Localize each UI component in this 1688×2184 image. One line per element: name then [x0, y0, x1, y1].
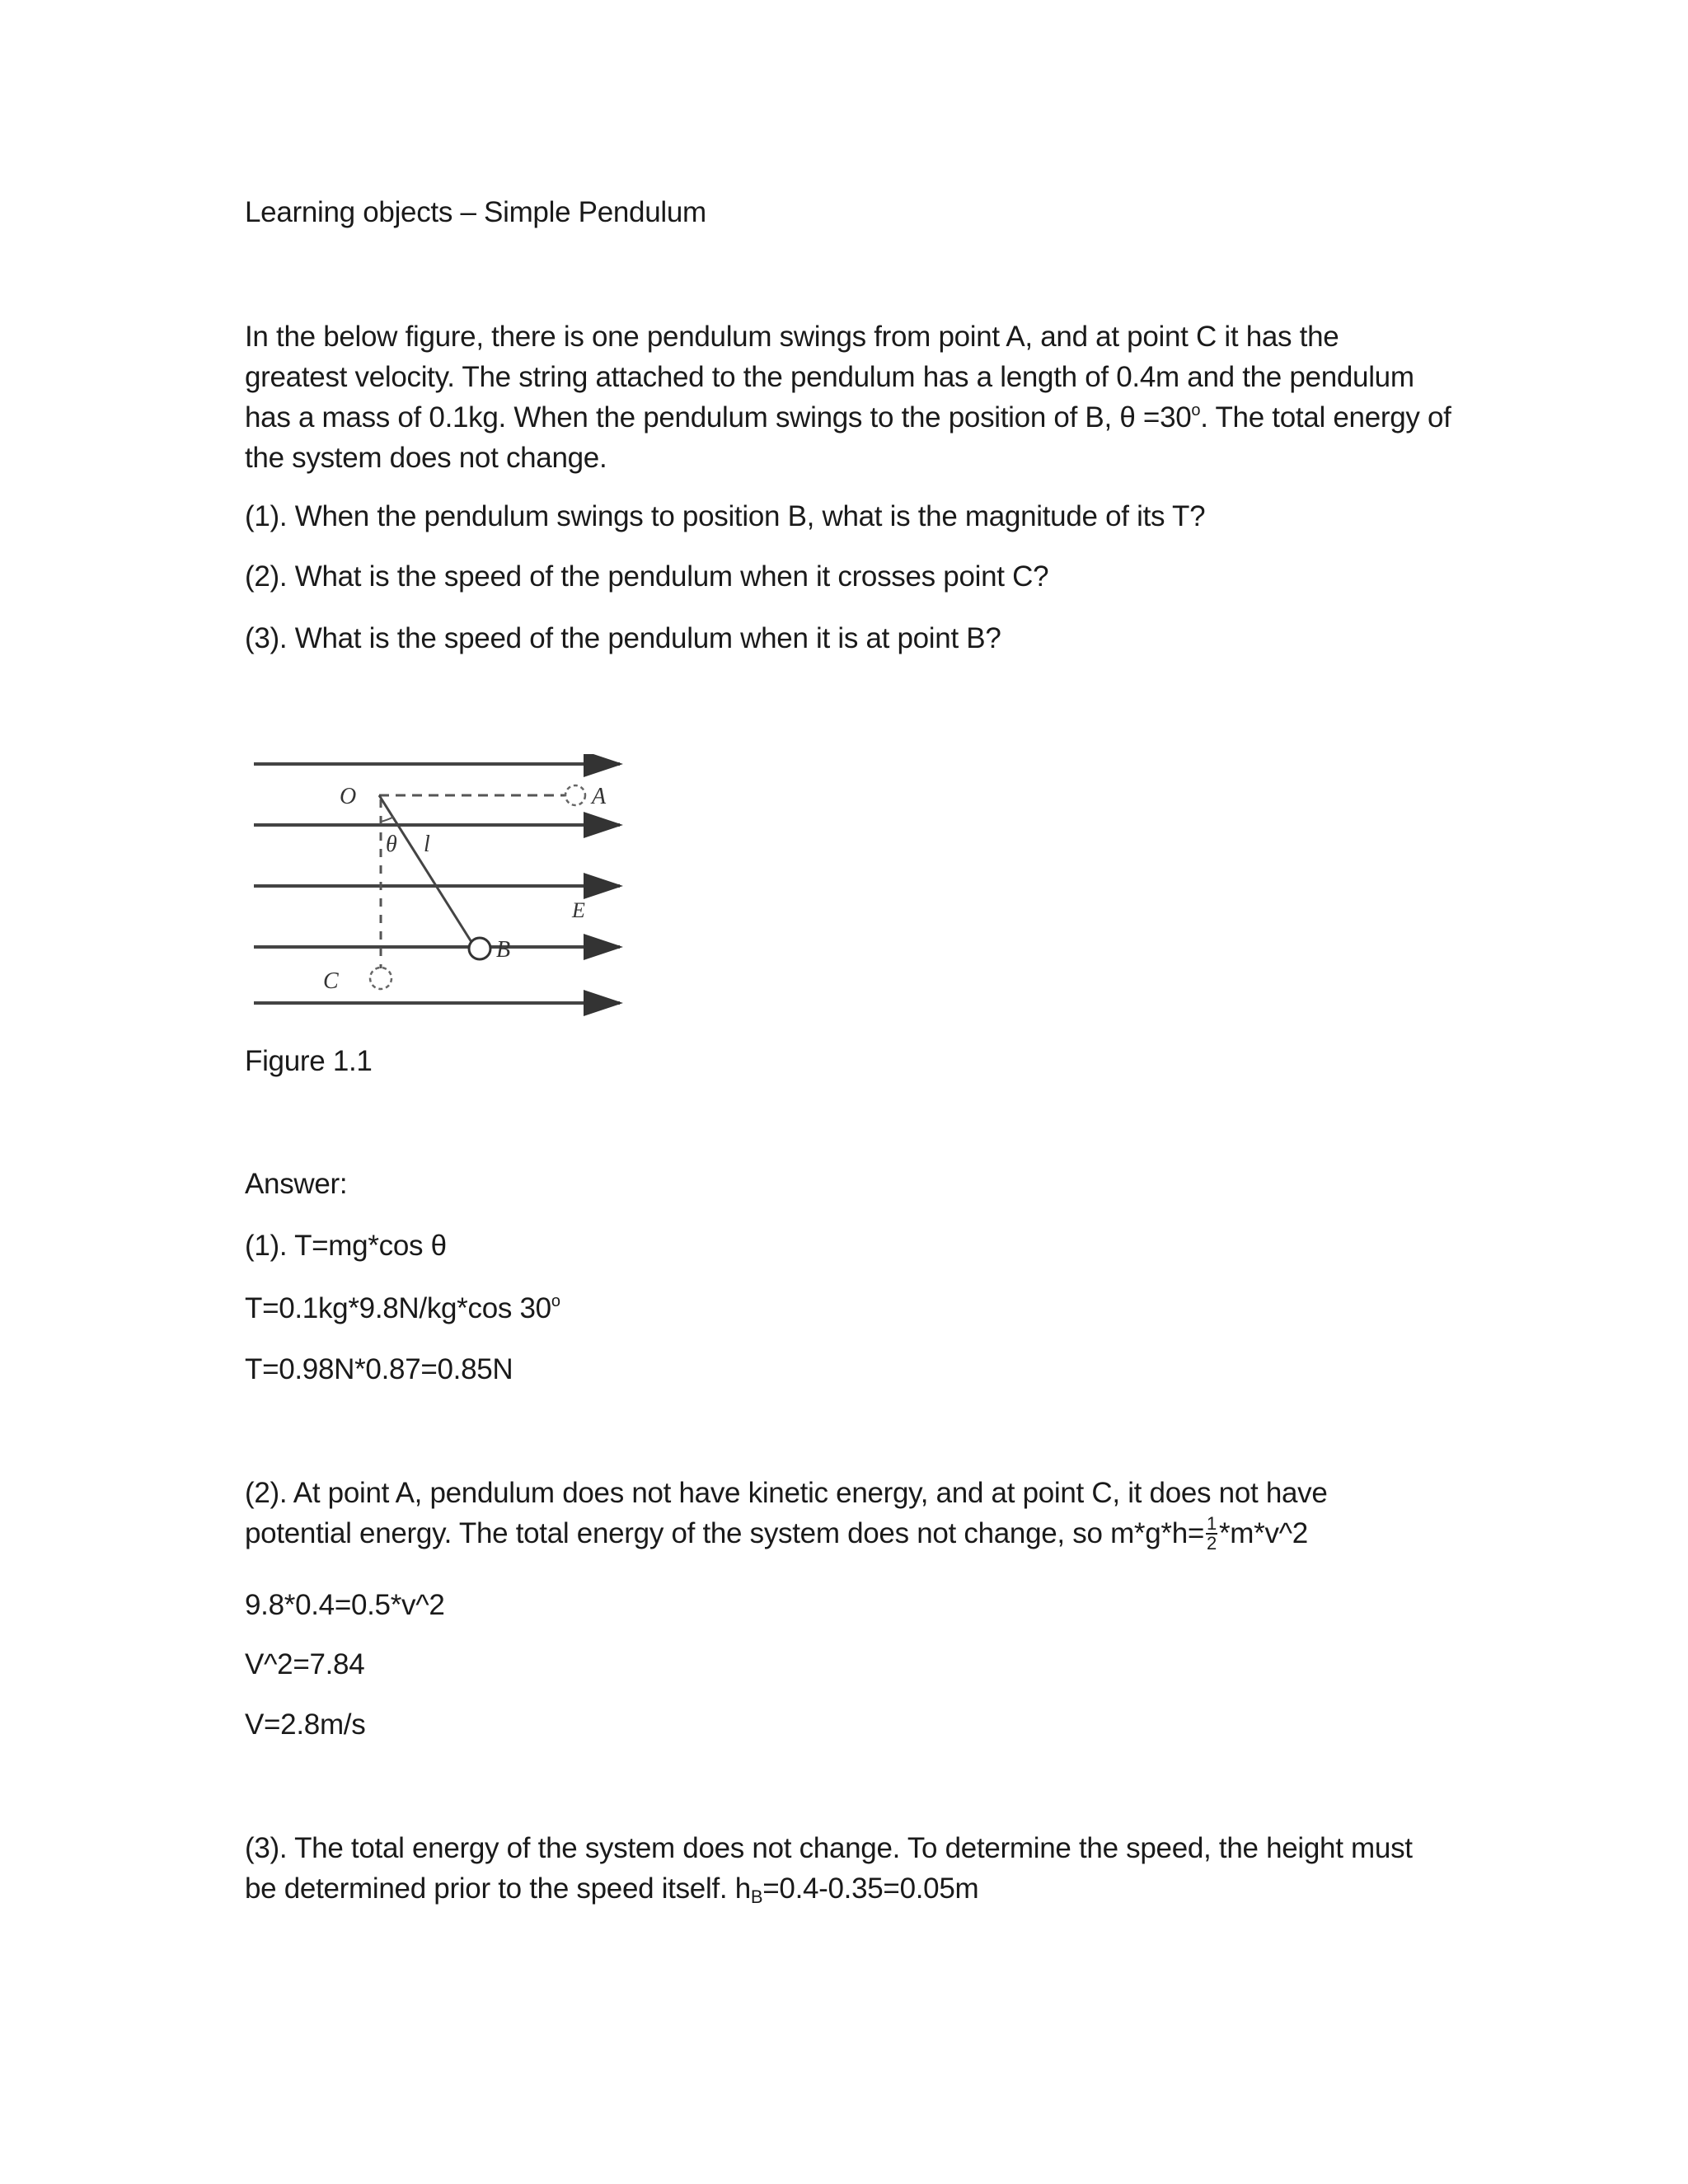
- label-o: O: [340, 784, 357, 809]
- theta-symbol: θ: [1119, 401, 1136, 434]
- answer-2-line-2: potential energy. The total energy of the system does not change, so m*g*h= $\frac{1}{2}$ *m*v^2: [245, 1512, 1308, 1554]
- label-a: A: [592, 784, 607, 809]
- answer-3-paragraph: [245, 1828, 1448, 1909]
- answer-heading: Answer:: [245, 1168, 348, 1200]
- answer-2-line-4: V^2=7.84: [245, 1648, 365, 1680]
- figure-caption: Figure 1.1: [245, 1045, 373, 1077]
- intro-line-3: has a mass of 0.1kg. When the pendulum swings to the position of B, $\theta =30^o$. The total energy of: [245, 401, 1451, 434]
- bob-a: [565, 785, 585, 805]
- bob-b: [469, 938, 490, 959]
- answer-1-line-2: T=0.1kg*9.8N/kg*cos 30$^o$: [245, 1292, 560, 1324]
- fraction-one-half: $\frac{1}{2}$: [1207, 1512, 1217, 1554]
- question-3: (3). What is the speed of the pendulum when it is at point B?: [245, 622, 1001, 654]
- label-b: B: [496, 937, 511, 963]
- question-2: (2). What is the speed of the pendulum when it crosses point C?: [245, 560, 1049, 593]
- intro-line-1: In the below figure, there is one pendulum swings from point A, and at point C it has the: [245, 321, 1339, 353]
- label-c: C: [323, 968, 339, 994]
- intro-line-2: greatest velocity. The string attached to the pendulum has a length of 0.4m and the pendulum: [245, 361, 1414, 393]
- answer-2-line-3: 9.8*0.4=0.5*v^2: [245, 1589, 445, 1621]
- answer-2-paragraph: [245, 1473, 1448, 1554]
- answer-2-line-1: (2). At point A, pendulum does not have kinetic energy, and at point C, it does not have: [245, 1477, 1328, 1509]
- label-l: l: [424, 832, 430, 857]
- question-1: (1). When the pendulum swings to position B, what is the magnitude of its T?: [245, 500, 1206, 532]
- answer-3-line-1: (3). The total energy of the system does not change. To determine the speed, the height must: [245, 1832, 1413, 1864]
- intro-line-4: the system does not change.: [245, 442, 607, 474]
- answer-1-line-1: (1). T=mg*cos θ: [245, 1230, 447, 1262]
- label-theta: θ: [386, 832, 397, 857]
- intro-paragraph: [245, 316, 1451, 478]
- answer-2-line-5: V=2.8m/s: [245, 1708, 366, 1741]
- answer-1-line-3: T=0.98N*0.87=0.85N: [245, 1353, 513, 1385]
- answer-3-line-2: be determined prior to the speed itself. $h_B=0.4-0.35=0.05m$: [245, 1872, 979, 1907]
- document-title: Learning objects – Simple Pendulum: [245, 196, 706, 228]
- label-e: E: [572, 898, 585, 922]
- theta-symbol: θ: [430, 1230, 447, 1262]
- angle-arc: [381, 817, 394, 822]
- bob-c: [370, 968, 392, 989]
- pendulum-figure: [247, 754, 635, 1018]
